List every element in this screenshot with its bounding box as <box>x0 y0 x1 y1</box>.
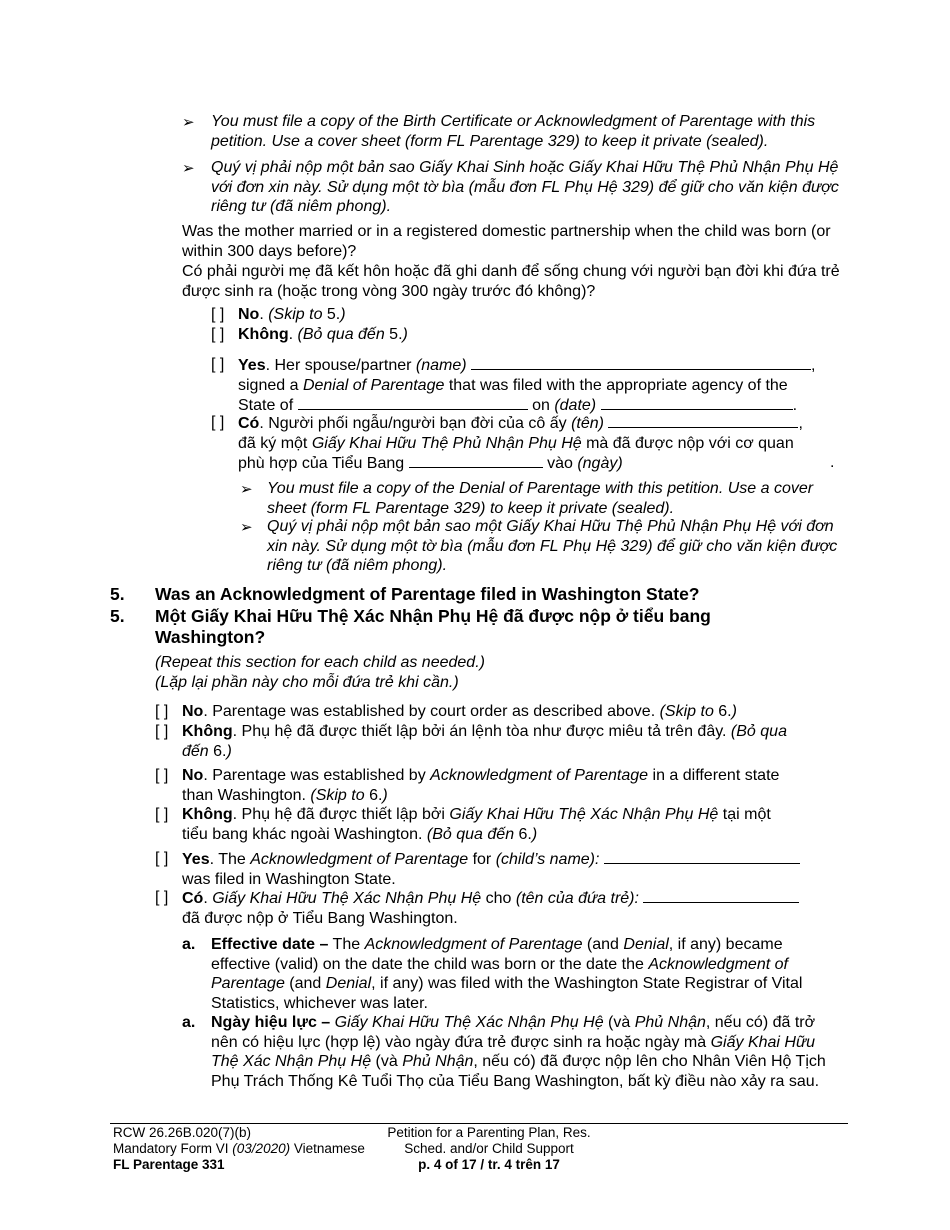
footer-divider <box>110 1123 848 1124</box>
repeat-note-en: (Repeat this section for each child as needed.) <box>155 654 485 671</box>
question-mother-married-vi: Có phải người mẹ đã kết hôn hoặc đã ghi danh để sống chung với người bạn đời khi đứa trẻ được sinh ra (hoặc trong vòng 300 ngày trước đó không)? <box>182 263 840 300</box>
state-field-vi[interactable] <box>409 453 543 468</box>
footer-page-number: p. 4 of 17 / tr. 4 trên 17 <box>418 1157 560 1172</box>
state-field[interactable] <box>298 395 528 410</box>
item-a-label: a. <box>182 936 196 953</box>
checkbox-no-court-order[interactable]: [ ] <box>155 703 169 720</box>
checkbox-no-other-state[interactable]: [ ] <box>155 767 169 784</box>
footer-title-2: Sched. and/or Child Support <box>404 1141 574 1156</box>
footer-center <box>378 1125 600 1173</box>
bullet-denial-vi: Quý vị phải nộp một bản sao một Giấy Khai Hữu Thệ Phủ Nhận Phụ Hệ với đơn xin này. Sử dụng một tờ bìa (mẫu đơn FL Phụ Hệ 329) để giữ cho văn kiện được riêng tư (đã niêm phong). <box>267 518 838 574</box>
section-5-title-vi: Một Giấy Khai Hữu Thệ Xác Nhận Phụ Hệ đã được nộp ở tiểu bang Washington? <box>155 606 711 647</box>
bullet-arrow-icon: ➢ <box>182 114 195 131</box>
section-5-number: 5. <box>110 584 125 604</box>
checkbox-co-q4[interactable]: [ ] <box>211 414 225 431</box>
option-yes-q4-vi: Có. Người phối ngẫu/người bạn đời của cô ấy (tên) , đã ký một Giấy Khai Hữu Thệ Phủ Nhận Phụ Hệ mà đã được nộp với cơ quan phù hợp của Tiểu Bang vào (ngày) . <box>238 415 835 472</box>
spouse-name-field-vi[interactable] <box>608 413 798 428</box>
date-field[interactable] <box>601 395 793 410</box>
option-washington-en: Yes. The Acknowledgment of Parentage for (child’s name): was filed in Washington State. <box>182 849 842 889</box>
child-name-field-vi[interactable] <box>643 888 799 903</box>
option-court-order-en: No. Parentage was established by court order as described above. (Skip to 6.) <box>182 703 737 720</box>
option-no-q4-en: No. (Skip to 5.) <box>238 306 346 323</box>
checkbox-no-q4[interactable]: [ ] <box>211 306 225 323</box>
footer-title-1: Petition for a Parenting Plan, Res. <box>387 1125 591 1140</box>
checkbox-yes-washington[interactable]: [ ] <box>155 850 169 867</box>
footer-left <box>113 1125 365 1173</box>
section-5-number-vi: 5. <box>110 606 125 626</box>
option-other-state-vi: Không. Phụ hệ đã được thiết lập bởi Giấy Khai Hữu Thệ Xác Nhận Phụ Hệ tại một tiểu bang khác ngoài Washington. (Bỏ qua đến 6.) <box>182 806 771 843</box>
option-other-state-en: No. Parentage was established by Acknowledgment of Parentage in a different state than Washington. (Skip to 6.) <box>182 767 780 804</box>
bullet-arrow-icon: ➢ <box>240 519 253 536</box>
bullet-birth-certificate-vi: Quý vị phải nộp một bản sao Giấy Khai Sinh hoặc Giấy Khai Hữu Thệ Phủ Nhận Phụ Hệ với đơn xin này. Sử dụng một tờ bìa (mẫu đơn FL Phụ Hệ 329) để giữ cho văn kiện được riêng tư (đã niêm phong). <box>211 159 839 215</box>
option-no-q4-vi: Không. (Bỏ qua đến 5.) <box>238 326 408 343</box>
effective-date-vi: Ngày hiệu lực – Giấy Khai Hữu Thệ Xác Nhận Phụ Hệ (và Phủ Nhận, nếu có) đã trở nên có hiệu lực (hợp lệ) vào ngày đứa trẻ được sinh ra hoặc ngày mà Giấy Khai Hữu Thệ Xác Nhận Phụ Hệ (và Phủ Nhận, nếu có) đã được nộp lên cho Nhân Viên Hộ Tịch Phụ Trách Thống Kê Tuổi Thọ của Tiểu Bang Washington, bất kỳ điều nào xảy ra sau. <box>211 1014 826 1090</box>
footer-form-id: FL Parentage 331 <box>113 1157 225 1172</box>
spouse-name-field[interactable] <box>471 355 811 370</box>
item-a-label-vi: a. <box>182 1014 196 1031</box>
checkbox-yes-q4[interactable]: [ ] <box>211 356 225 373</box>
checkbox-khong-q4[interactable]: [ ] <box>211 326 225 343</box>
repeat-note-vi: (Lặp lại phần này cho mỗi đứa trẻ khi cần.) <box>155 674 459 691</box>
bullet-arrow-icon: ➢ <box>240 481 253 498</box>
footer-mandatory-form: Mandatory Form VI (03/2020) Vietnamese <box>113 1141 365 1156</box>
option-court-order-vi: Không. Phụ hệ đã được thiết lập bởi án lệnh tòa như được miêu tả trên đây. (Bỏ qua đến 6.) <box>182 723 787 760</box>
bullet-arrow-icon: ➢ <box>182 160 195 177</box>
checkbox-khong-court-order[interactable]: [ ] <box>155 723 169 740</box>
checkbox-co-washington[interactable]: [ ] <box>155 889 169 906</box>
footer-rcw: RCW 26.26B.020(7)(b) <box>113 1125 252 1140</box>
child-name-field[interactable] <box>604 849 800 864</box>
bullet-birth-certificate-en: You must file a copy of the Birth Certificate or Acknowledgment of Parentage with this petition. Use a cover sheet (form FL Parentage 329) to keep it private (sealed). <box>211 113 816 150</box>
option-washington-vi: Có. Giấy Khai Hữu Thệ Xác Nhận Phụ Hệ cho (tên của đứa trẻ): đã được nộp ở Tiểu Bang Washington. <box>182 888 842 928</box>
option-yes-q4-en: Yes. Her spouse/partner (name) , signed a Denial of Parentage that was filed with the appropriate agency of the State of on (date) . <box>238 357 816 414</box>
bullet-denial-en: You must file a copy of the Denial of Parentage with this petition. Use a cover sheet (form FL Parentage 329) to keep it private (sealed). <box>267 480 814 517</box>
checkbox-khong-other-state[interactable]: [ ] <box>155 806 169 823</box>
section-5-title-en: Was an Acknowledgment of Parentage filed in Washington State? <box>155 584 700 604</box>
question-mother-married-en: Was the mother married or in a registered domestic partnership when the child was born (or within 300 days before)? <box>182 223 831 260</box>
effective-date-en: Effective date – The Acknowledgment of Parentage (and Denial, if any) became effective (valid) on the date the child was born or the date the Acknowledgment of Parentage (and Denial, if any) was filed with the Washington State Registrar of Vital Statistics, whichever was later. <box>211 936 803 1012</box>
